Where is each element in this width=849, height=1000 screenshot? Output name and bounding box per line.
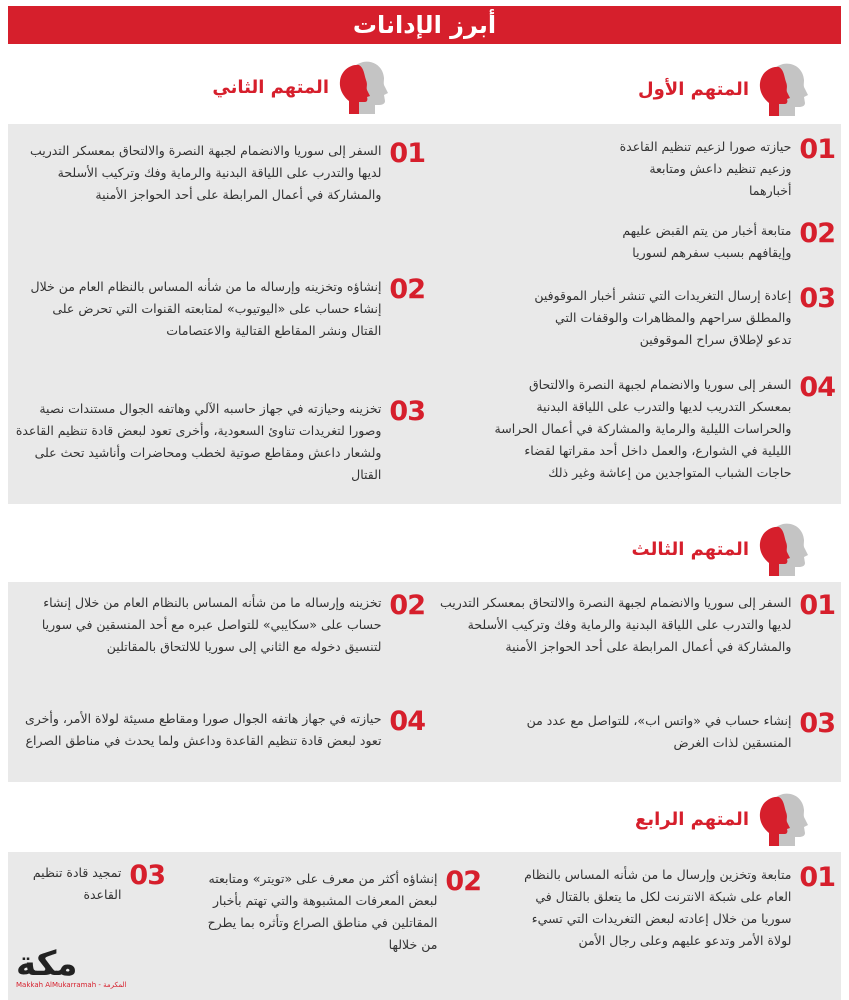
accused-1-item-03 bbox=[529, 285, 835, 351]
item-number: 01 bbox=[799, 590, 835, 621]
head-profile-icon bbox=[339, 58, 389, 116]
accused-2-item-01 bbox=[25, 140, 425, 206]
item-text: تخزينه وإرساله ما من شأنه المساس بالنظام العام من خلال إنشاء حساب على «سكايبي» للتواصل عبره مع أحد المنسقين في سوريا لتنسيق دخوله مع الثاني إلى سوريا للالتحاق بالمقاتلين bbox=[41, 595, 382, 654]
item-text: متابعة وتخزين وإرسال ما من شأنه المساس بالنظام العام على شبكة الانترنت لكل ما يتعلق بالقتال في سوريا من خلال إعادته لبعض التغريدات التي تسيء لولاة الأمر وتدعو عليهم وعلى رجال الأمن bbox=[524, 867, 792, 948]
accused-2-item-03 bbox=[15, 398, 425, 486]
accused-1-header bbox=[638, 60, 809, 118]
head-profile-icon bbox=[759, 790, 809, 848]
accused-3-item-01 bbox=[435, 592, 835, 658]
accused-1-item-02 bbox=[605, 220, 835, 264]
head-profile-icon bbox=[759, 520, 809, 578]
item-text: إنشاؤه أكثر من معرف على «تويتر» ومتابعته لبعض المعرفات المشبوهة والتي تهتم بأخبار المقاتلين في مناطق الصراع وتأثره بما يطرح من خلالها bbox=[207, 871, 438, 952]
item-number: 01 bbox=[389, 138, 425, 169]
item-number: 01 bbox=[799, 134, 835, 165]
item-text: السفر إلى سوريا والانضمام لجبهة النصرة والالتحاق بمعسكر التدريب لديها والتدرب على اللياقة البدنية والرماية وفك وتركيب الأسلحة والمشاركة في أعمال المرابطة على أحد الحواجز الأمنية bbox=[29, 143, 382, 202]
item-number: 03 bbox=[129, 860, 165, 891]
item-number: 04 bbox=[389, 706, 425, 737]
accused-1-label: المتهم الأول bbox=[638, 78, 749, 100]
item-text: إنشاء حساب في «واتس اب»، للتواصل مع عدد من المنسقين لذات الغرض bbox=[526, 713, 792, 750]
item-number: 03 bbox=[389, 396, 425, 427]
item-text: السفر إلى سوريا والانضمام لجبهة النصرة والالتحاق بمعسكر التدريب لديها والتدرب على اللياقة البدنية والرماية وفك وتركيب الأسلحة والمشاركة في أعمال المرابطة على أحد الحواجز الأمنية bbox=[439, 595, 792, 654]
accused-3-item-03 bbox=[495, 710, 835, 754]
accused-2-item-02 bbox=[25, 276, 425, 342]
item-text: تخزينه وحيازته في جهاز حاسبه الآلي وهاتفه الجوال مستندات نصية وصورا لتغريدات تناوئ السعودية، وأخرى تعود لبعض قادة تنظيم القاعدة ولشعار داعش ومقاطع صوتية لخطب ومحاضرات وأناشيد تحث على القتال bbox=[15, 401, 382, 482]
accused-3-header bbox=[632, 520, 809, 578]
item-text: تمجيد قادة تنظيم القاعدة bbox=[32, 865, 122, 902]
item-text: إنشاؤه وتخزينه وإرساله ما من شأنه المساس بالنظام العام من خلال إنشاء حساب على «اليوتيوب» لمتابعته القنوات التي تحرض على القتال ونشر المقاطع القتالية والاعتصامات bbox=[30, 279, 382, 338]
accused-4-item-02 bbox=[191, 868, 481, 956]
head-profile-icon bbox=[759, 60, 809, 118]
accused-4-label: المتهم الرابع bbox=[635, 808, 749, 830]
item-number: 01 bbox=[799, 862, 835, 893]
accused-4-item-01 bbox=[519, 864, 835, 952]
accused-2-label: المتهم الثاني bbox=[212, 76, 329, 98]
item-text: حيازته صورا لزعيم تنظيم القاعدة وزعيم تنظيم داعش ومتابعة أخبارهما bbox=[619, 139, 792, 198]
accused-4-header bbox=[635, 790, 809, 848]
accused-1-item-04 bbox=[489, 374, 835, 484]
accused-3-item-04 bbox=[9, 708, 425, 752]
accused-2-header bbox=[212, 58, 389, 116]
item-number: 02 bbox=[799, 218, 835, 249]
item-number: 04 bbox=[799, 372, 835, 403]
accused-1-item-01 bbox=[605, 136, 835, 202]
item-text: إعادة إرسال التغريدات التي تنشر أخبار الموقوفين والمطلق سراحهم والمظاهرات والوقفات التي تدعو لإطلاق سراح الموقوفين bbox=[534, 288, 792, 347]
item-number: 02 bbox=[389, 274, 425, 305]
title-banner bbox=[8, 6, 841, 44]
accused-3-label: المتهم الثالث bbox=[631, 538, 749, 560]
logo-brand: مكة bbox=[16, 944, 78, 984]
item-text: حيازته في جهاز هاتفه الجوال صورا ومقاطع مسيئة لولاة الأمر، وأخرى تعود لبعض قادة تنظيم القاعدة وداعش ولما يحدث في مناطق الصراع bbox=[24, 711, 382, 748]
item-number: 02 bbox=[389, 590, 425, 621]
item-number: 02 bbox=[445, 866, 481, 897]
accused-3-item-02 bbox=[9, 592, 425, 658]
makkah-logo bbox=[16, 944, 127, 995]
item-text: السفر إلى سوريا والانضمام لجبهة النصرة والالتحاق بمعسكر التدريب لديها والتدرب على اللياقة البدنية والحراسات الليلية والرماية والمشاركة في أعمال الحراسة الليلية في الشوارع، والعمل داخل أحد مقراتها لقضاء حاجات الشباب المتواجدين من إعاشة وغير ذلك bbox=[494, 377, 792, 480]
page-title: أبرز الإدانات bbox=[352, 11, 497, 39]
logo-subtitle: Makkah AlMukarramah - المكرمة bbox=[16, 981, 127, 989]
item-text: متابعة أخبار من يتم القبض عليهم وإيقافهم بسبب سفرهم لسوريا bbox=[622, 223, 792, 260]
item-number: 03 bbox=[799, 283, 835, 314]
item-number: 03 bbox=[799, 708, 835, 739]
accused-4-item-03 bbox=[17, 862, 165, 906]
